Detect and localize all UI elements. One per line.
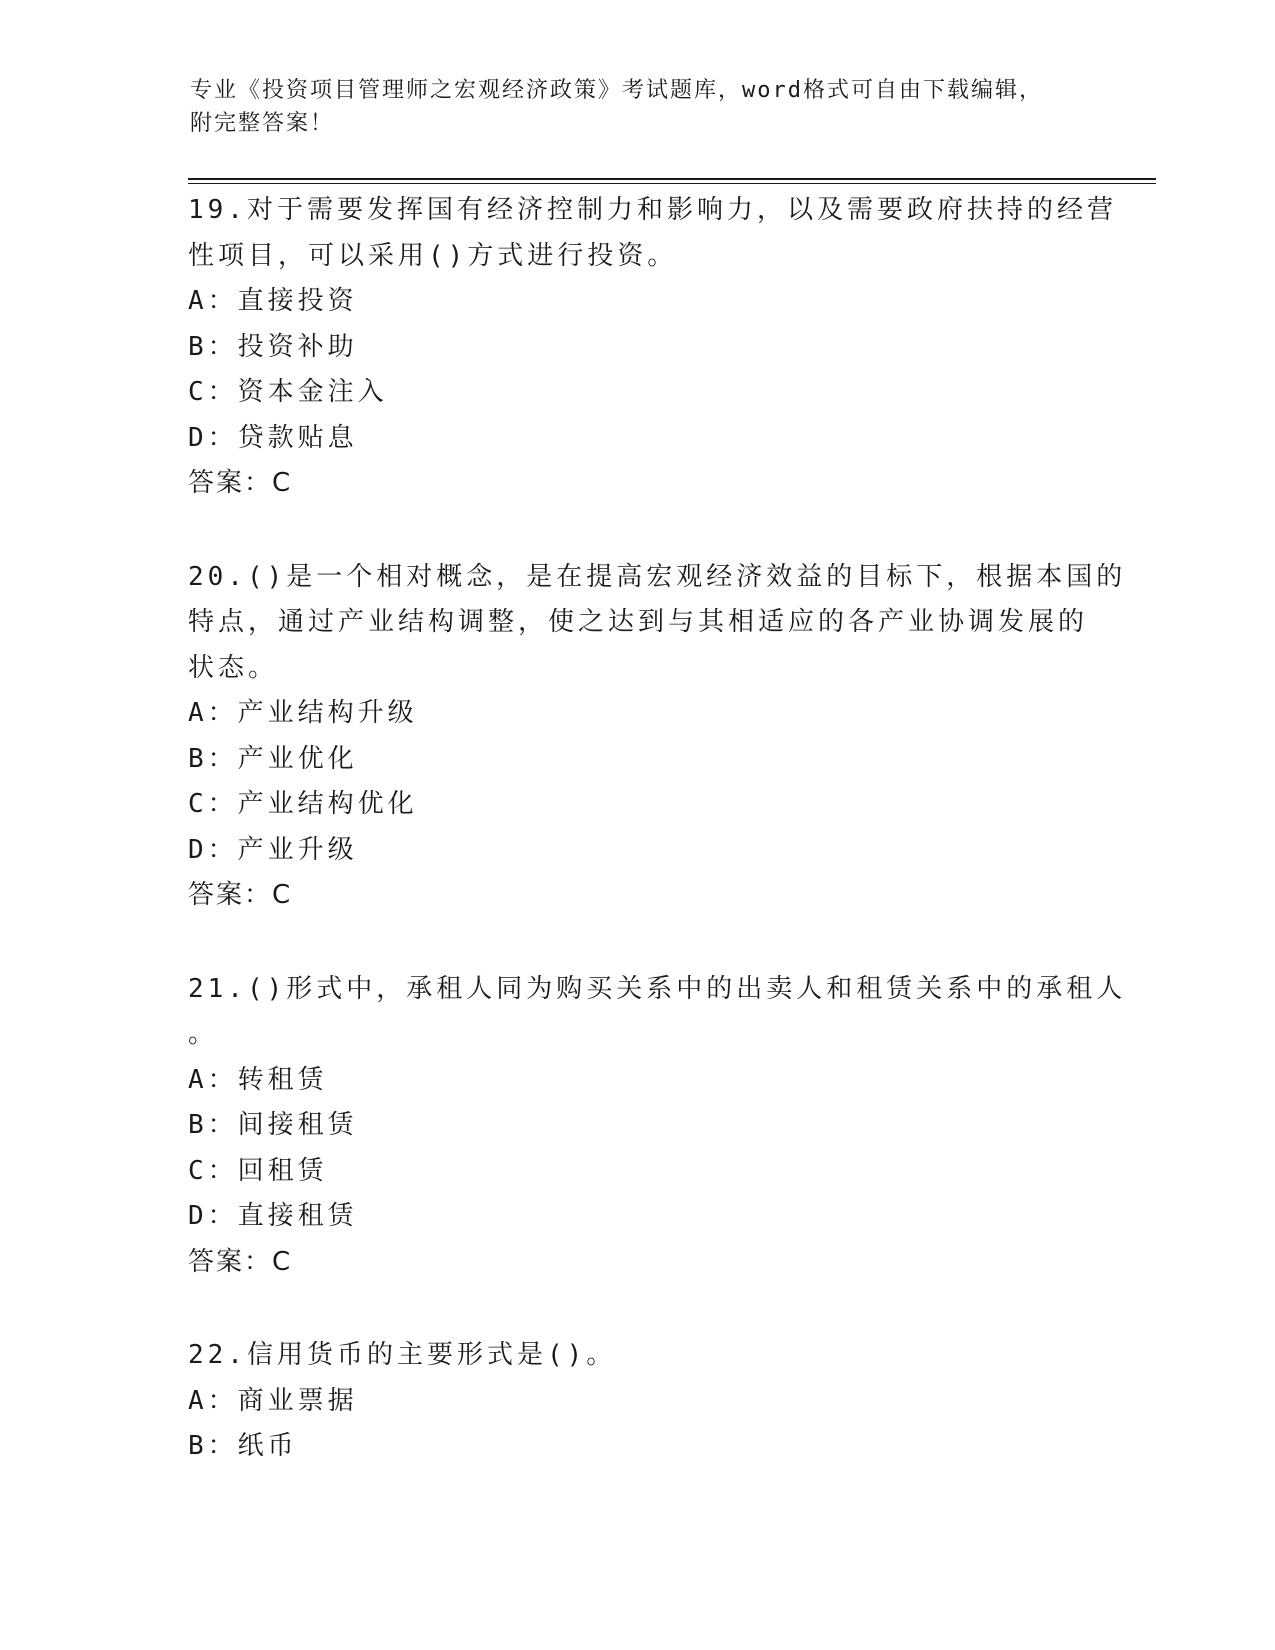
option-d: D：产业升级 (188, 834, 358, 865)
option-b: B：投资补助 (188, 331, 358, 362)
option-c: C：回租赁 (188, 1155, 328, 1186)
option-b: B：产业优化 (188, 743, 358, 774)
option-d: D：贷款贴息 (188, 422, 358, 453)
question-22 (188, 1333, 1088, 1470)
option-a: A：产业结构升级 (188, 698, 418, 728)
option-b: B：间接租赁 (188, 1110, 358, 1140)
question-19 (188, 188, 1117, 507)
question-stem-line: 状态。 (188, 652, 279, 683)
header-line-2: 附完整答案！ (190, 111, 335, 136)
question-20 (188, 555, 1127, 919)
option-a: A：转租赁 (188, 1064, 328, 1095)
header-divider-thick (188, 178, 1156, 180)
option-d: D：直接租赁 (188, 1201, 358, 1231)
answer-line: 答案：C (188, 468, 293, 498)
question-21 (188, 967, 1127, 1286)
question-stem-line: 20.()是一个相对概念，是在提高宏观经济效益的目标下，根据本国的 (188, 561, 1127, 592)
question-stem-line: 。 (188, 1019, 219, 1049)
header-line-1: 专业《投资项目管理师之宏观经济政策》考试题库，word格式可自由下载编辑， (190, 78, 1043, 103)
option-c: C：产业结构优化 (188, 789, 418, 819)
answer-line: 答案：C (188, 1246, 293, 1277)
option-b: B：纸币 (188, 1431, 298, 1461)
header-divider-thin (188, 183, 1156, 184)
question-stem-line: 19.对于需要发挥国有经济控制力和影响力，以及需要政府扶持的经营 (188, 195, 1117, 225)
question-list (188, 188, 1127, 1518)
answer-line: 答案：C (188, 880, 293, 910)
option-a: A：商业票据 (188, 1385, 358, 1416)
option-a: A：直接投资 (188, 286, 358, 316)
question-stem-line: 21.()形式中，承租人同为购买关系中的出卖人和租赁关系中的承租人 (188, 973, 1127, 1004)
question-stem-line: 特点，通过产业结构调整，使之达到与其相适应的各产业协调发展的 (188, 607, 1089, 637)
option-c: C：资本金注入 (188, 377, 388, 407)
question-stem-line: 22.信用货币的主要形式是()。 (188, 1340, 617, 1370)
document-header (190, 74, 1090, 140)
question-stem-line: 性项目，可以采用()方式进行投资。 (188, 240, 678, 271)
